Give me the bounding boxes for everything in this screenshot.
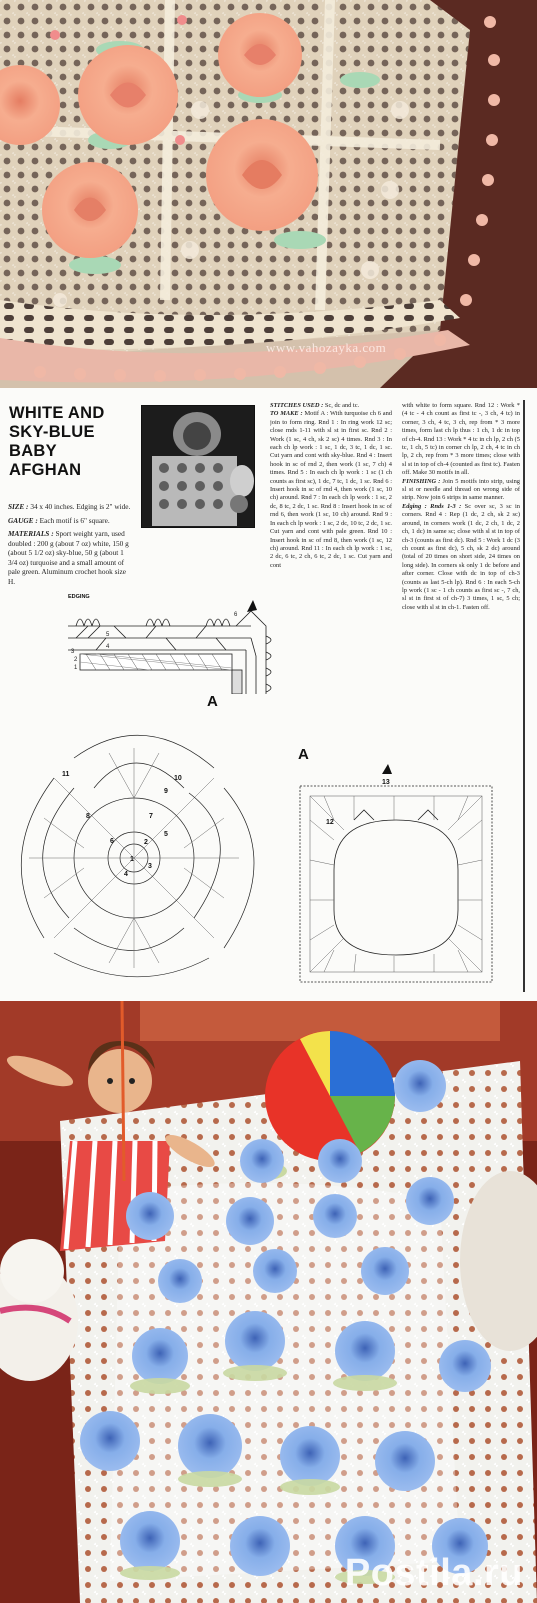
edge-round-number: 3 xyxy=(71,649,75,655)
thumbnail-illustration xyxy=(142,406,254,527)
instructions-column-right xyxy=(402,402,520,722)
title-line: SKY-BLUE xyxy=(9,423,95,441)
page-edge-rule xyxy=(523,400,525,992)
finishing-text: Join 5 motifs into strip, using sl st or needle and thread on wrong side of strip. Now join 6 strips in same manner. xyxy=(402,477,520,502)
motif-round-number: 3 xyxy=(148,863,152,870)
square-round-number: 13 xyxy=(382,779,390,786)
specs-block xyxy=(8,502,134,590)
title-line: WHITE AND xyxy=(9,404,105,422)
motif-round-number: 2 xyxy=(144,839,148,846)
instructions-column-middle xyxy=(270,402,392,605)
edging-diagram-label: EDGING xyxy=(68,594,90,600)
pattern-page xyxy=(0,388,537,1001)
motif-round-number: 9 xyxy=(164,788,168,795)
motif-round-number: 5 xyxy=(164,831,168,838)
motif-a-rose-chart xyxy=(14,718,264,983)
pink-afghan-illustration xyxy=(0,0,537,388)
motif-continued-text: with white to form square. Rnd 12 : Work * (4 tc - 4 ch count as first tc -, 3 ch, 4 tc) in corner, 3 ch, 4 tc, 3 ch, rep from * 3 more times, form last ch lp thus : 1 ch, 1 dc in top of ch-4. Rnd 13 : Work * 4 tc in ch lp, 2 ch (5 tc, 1 ch, 5 tc) in corner ch lp, 2 ch, 4 tc in ch lp, 2 ch, rep from * 3 more times; close with sl st in top of ch-4 (counted as first tc). Fasten off. Make 30 motifs in all. xyxy=(402,402,520,477)
finishing-label: FINISHING : xyxy=(402,477,441,485)
motif-round-number: 10 xyxy=(174,775,182,782)
blue-afghan-illustration xyxy=(0,1001,537,1603)
motif-round-number: 11 xyxy=(62,771,70,778)
motif-round-number: 6 xyxy=(110,838,114,845)
site-watermark: Postila.ru xyxy=(344,1552,523,1594)
motif-square-chart xyxy=(294,760,504,992)
materials-text: Sport weight yarn, used doubled : 200 g (about 7 oz) white, 150 g (about 5 1/2 oz) sky-blue, 50 g (about 1 3/4 oz) turquoise and a small amount of pale green. Aluminum crochet hook size H. xyxy=(8,529,129,586)
materials-label: MATERIALS : xyxy=(8,529,54,538)
gauge-label: GAUGE : xyxy=(8,515,38,525)
edge-round-number: 5 xyxy=(106,632,110,638)
title-line: BABY xyxy=(9,442,57,460)
to-make-text: Motif A : With turquoise ch 6 and join to form ring. Rnd 1 : In ring work 12 sc; close rnds 1-11 with sl st in first sc. Rnd 2 : Work (1 sc, 4 ch, sk 2 sc) 4 times. Rnd 3 : In each ch lp work : 1 sc, 1 dc, 3 tc, 1 dc, 1 sc. Cut yarn and cont with sky-blue. Rnd 4 : Insert hook in sc of rnd 2, then work (1 sc, 7 ch) 4 times. Rnd 5 : In each ch lp work : 1 sc (1 ch counts as first sc), 1 dc, 7 tc, 1 dc, 1 sc. Rnd 6 : Insert hook in sc of rnd 4, then work (1 sc, 10 ch) around. Rnd 7 : In each ch lp work : 1 sc, 2 dc, 8 tc, 2 dc, 1 sc. Rnd 8 : Insert hook in sc of rnd 6, then work (1 sc, 10 ch) around. Rnd 9 : In each ch lp work : 1 sc, 2 dc, 10 tc, 2 dc, 1 sc. Cut yarn and cont with pale green. Rnd 10 : Insert hook in sc of rnd 8, then work (1 sc, 12 ch) around. Rnd 11 : In each ch lp work : 1 sc, 2 dc, 6 tc, 2 ch, 6 tc, 2 dc, 1 sc. Cut yarn and cont xyxy=(270,410,392,569)
edging-label: Edging : Rnds 1-3 : xyxy=(402,502,462,510)
gauge-text: Each motif is 6" square. xyxy=(39,515,110,525)
afghan-thumbnail-photo xyxy=(141,405,255,528)
size-text: 34 x 40 inches. Edging is 2" wide. xyxy=(30,502,131,511)
motif-a-label-left: A xyxy=(207,693,218,710)
motif-round-number: 4 xyxy=(124,871,128,878)
edge-round-number: 4 xyxy=(106,644,110,650)
motif-round-number: 1 xyxy=(130,856,134,863)
edging-chart-diagram xyxy=(66,596,306,694)
title-line: AFGHAN xyxy=(9,461,82,479)
motif-round-number: 8 xyxy=(86,813,90,820)
edge-round-number: 1 xyxy=(74,665,78,671)
motif-round-number: 7 xyxy=(149,813,153,820)
edging-text: Sc over sc, 3 sc in corners. Rnd 4 : Rep (1 dc, 2 ch, sk 2 sc) around, in corners work (1 dc, 2 ch, 1 dc, 2 ch, 1 dc) in same sc; close with sl st in top of ch-3 (counts as first dc). Rnd 5 : Work 1 dc (3 ch count as first dc), 5 ch, sk 2 dc) around (total of 20 times on short side, 24 times on long side). In corners sk only 1 dc before and after corner. Close with dc in top of ch-3 (counts as last 5-ch lp). Rnd 6 : In each 5-ch lp work (1 sc - 1 ch counts as first sc -, 7 ch, sl st in first st of ch-7) 3 times, 1 sc, 5 ch; close with sl st in ch-1. Fasten off. xyxy=(402,502,520,611)
to-make-label: TO MAKE : xyxy=(270,410,303,418)
edge-round-number: 6 xyxy=(234,612,238,618)
pattern-title xyxy=(9,404,134,480)
stitches-label: STITCHES USED : xyxy=(270,402,324,409)
photo-pink-rose-afghan xyxy=(0,0,537,388)
edge-round-number: 2 xyxy=(74,657,78,663)
stitches-text: Sc, dc and tc. xyxy=(324,402,360,409)
photo-blue-rose-afghan xyxy=(0,1001,537,1603)
square-round-number: 12 xyxy=(326,819,334,826)
motif-a-label-right: A xyxy=(298,746,309,763)
size-label: SIZE : xyxy=(8,502,29,511)
watermark-text: www.vahozayka.com xyxy=(266,340,387,355)
